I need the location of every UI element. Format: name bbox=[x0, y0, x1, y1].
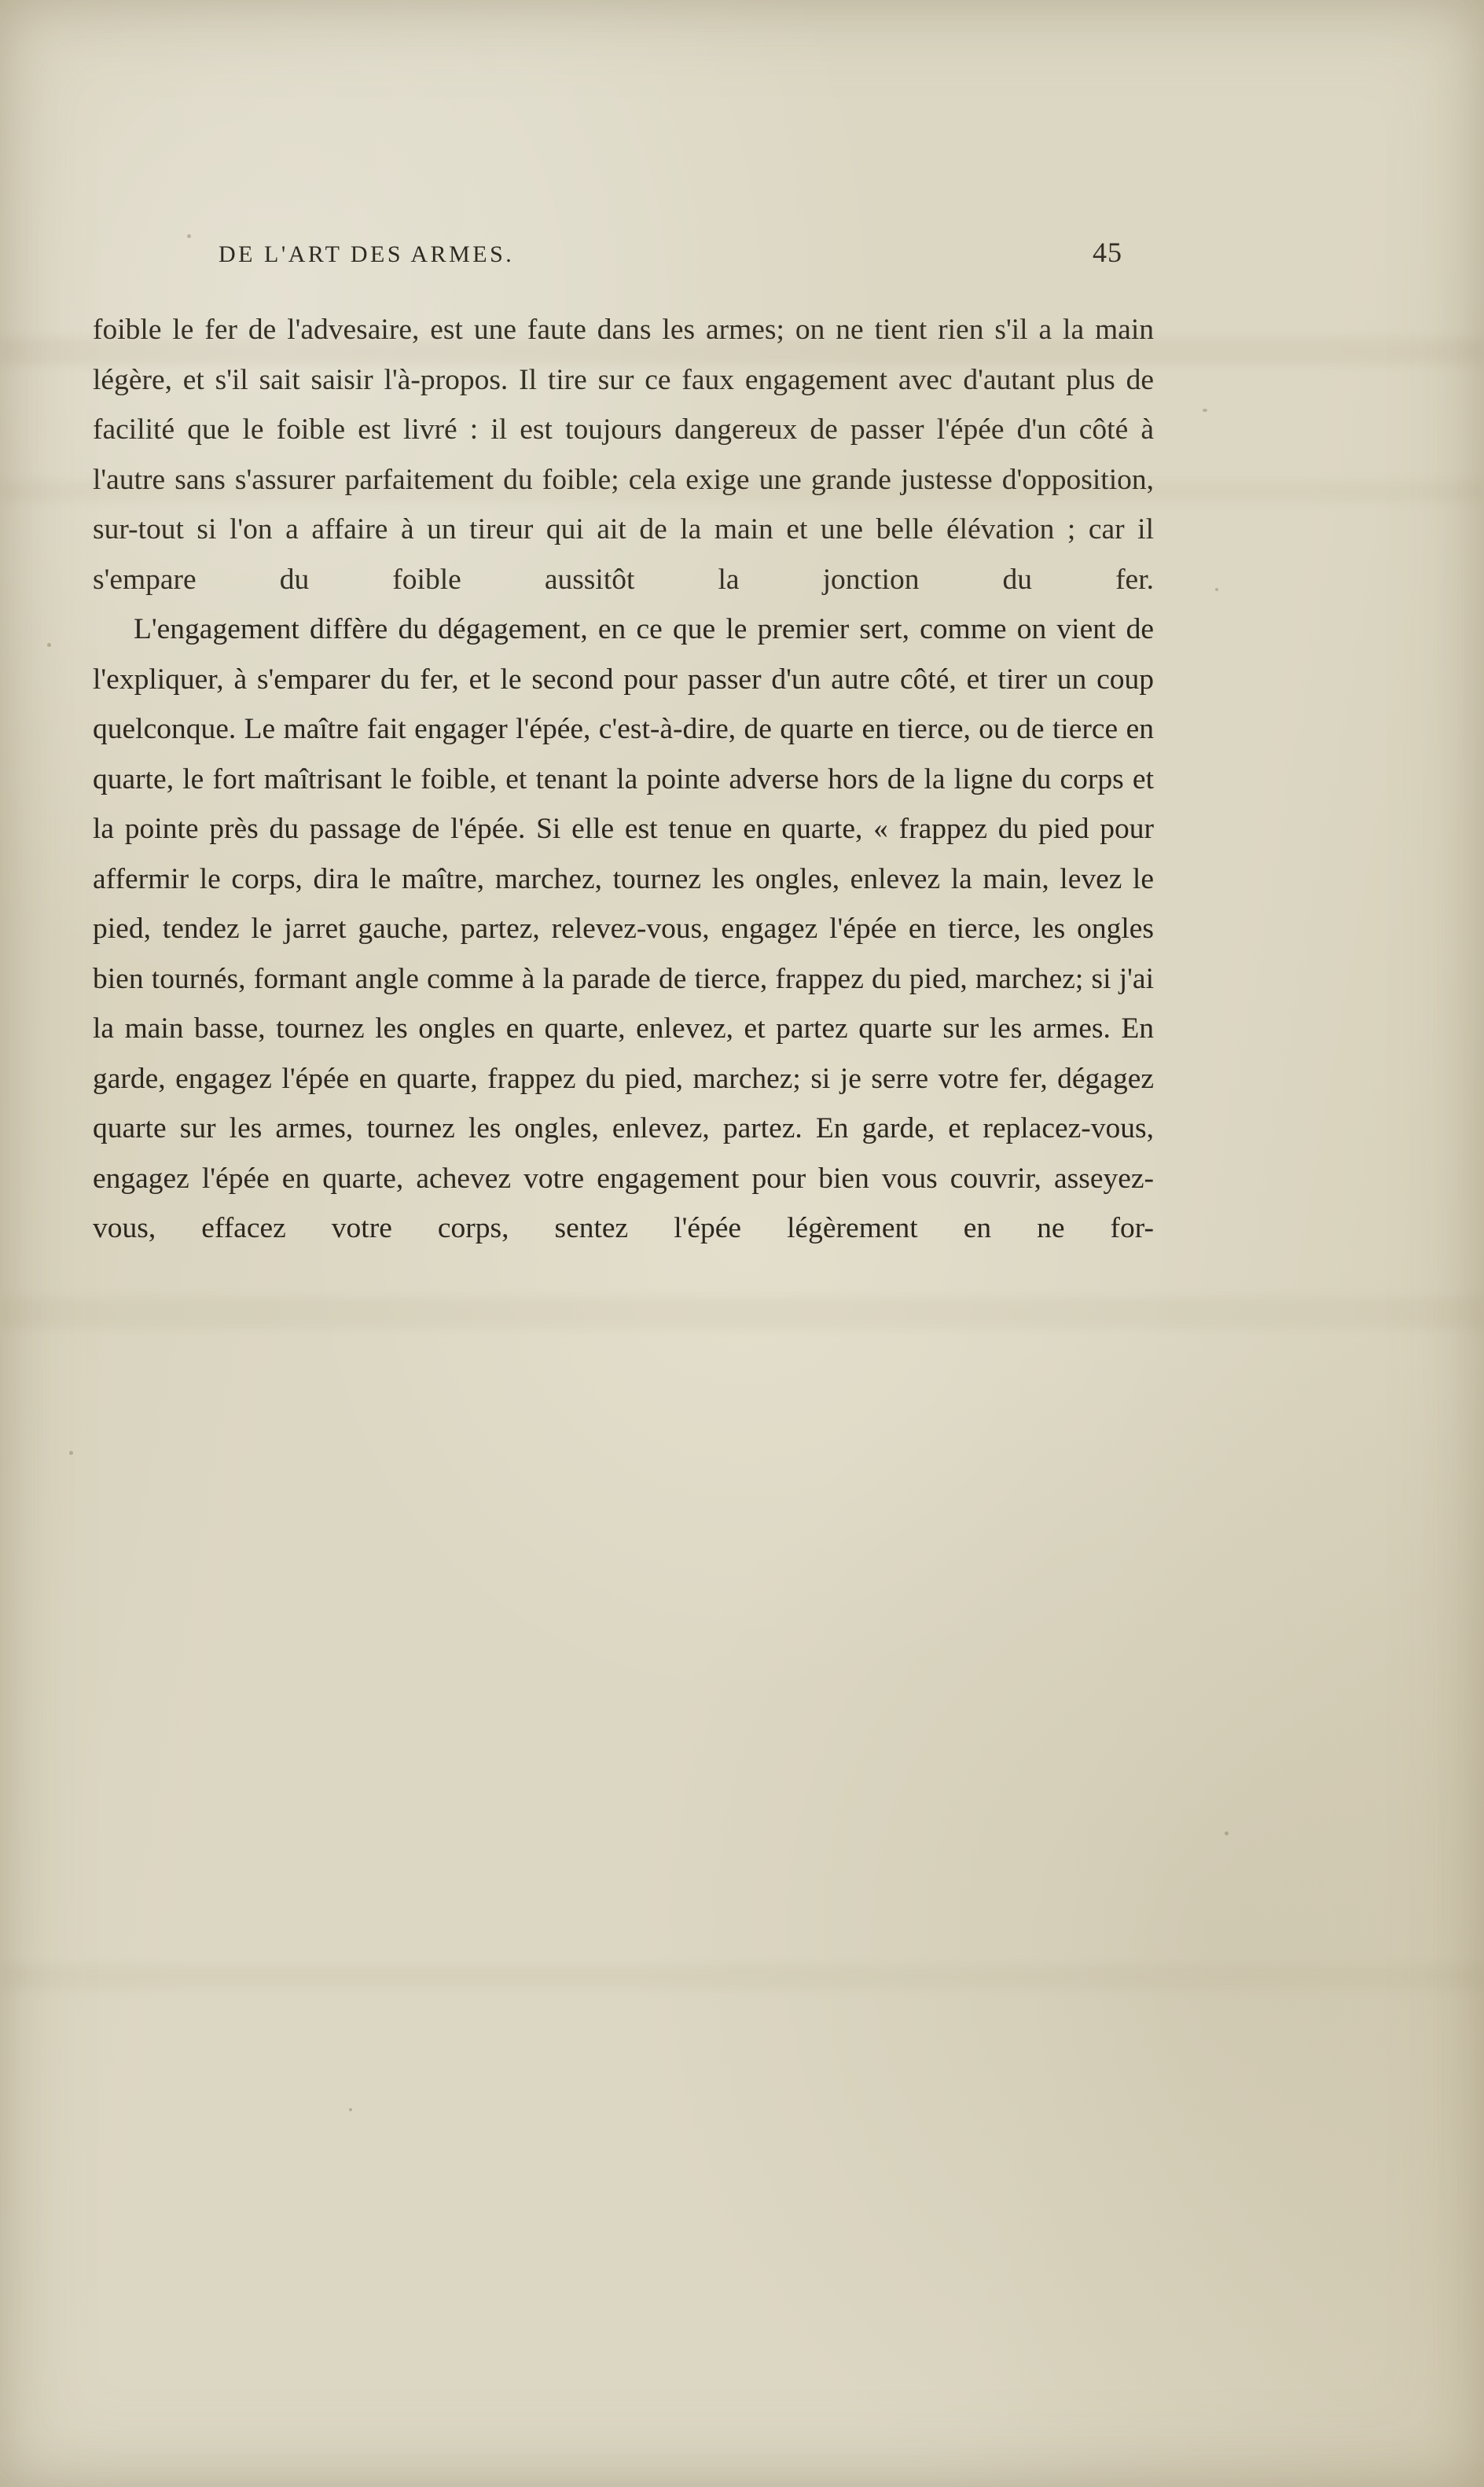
paragraph: foible le fer de l'advesaire, est une faute dans les armes; on ne tient rien s'il a la main légère, et s'il sait saisir l'à-propos. Il tire sur ce faux engagement avec d'autant plus de facilité que le foible est livré : il est toujours dangereux de passer l'épée d'un côté à l'autre sans s'assurer parfaitement du foible; cela exige une grande justesse d'opposition, sur-tout si l'on a affaire à un tireur qui ait de la main et une belle élévation ; car il s'empare du foible aussitôt la jonction du fer. bbox=[93, 314, 1154, 596]
paper-speck bbox=[1203, 409, 1207, 412]
running-head bbox=[93, 236, 1154, 269]
paragraph: L'engagement diffère du dégagement, en ce que le premier sert, comme on vient de l'expliquer, à s'emparer du fer, et le second pour passer d'un autre côté, et tirer un coup quelconque. Le maître fait engager l'épée, c'est-à-dire, de quarte en tierce, ou de tierce en quarte, le fort maîtrisant le foible, et tenant la pointe adverse hors de la ligne du corps et la pointe près du passage de l'épée. Si elle est tenue en quarte, « frappez du pied pour affermir le corps, dira le maître, marchez, tournez les ongles, enlevez la main, levez le pied, tendez le jarret gauche, partez, relevez-vous, engagez l'épée en tierce, les ongles bien tournés, formant angle comme à la parade de tierce, frappez du pied, marchez; si j'ai la main basse, tournez les ongles en quarte, enlevez, et partez quarte sur les armes. En garde, engagez l'épée en quarte, frappez du pied, marchez; si je serre votre fer, dégagez quarte sur les armes, tournez les ongles, enlevez, partez. En garde, et replacez-vous, engagez l'épée en quarte, achevez votre engagement pour bien vous couvrir, asseyez-vous, effacez votre corps, sentez l'épée légèrement en ne for- bbox=[93, 613, 1154, 1244]
scan-smudge-band bbox=[0, 1297, 1484, 1328]
paper-speck bbox=[69, 1451, 73, 1455]
paper-speck bbox=[349, 2108, 352, 2111]
page-number: 45 bbox=[1093, 237, 1122, 268]
page-text-block bbox=[93, 236, 1154, 1254]
paper-speck bbox=[1215, 588, 1218, 591]
running-head-title: DE L'ART DES ARMES. bbox=[219, 241, 515, 267]
scan-smudge-band bbox=[0, 1965, 1484, 1989]
paper-speck bbox=[1225, 1831, 1229, 1835]
paper-speck bbox=[47, 643, 51, 647]
